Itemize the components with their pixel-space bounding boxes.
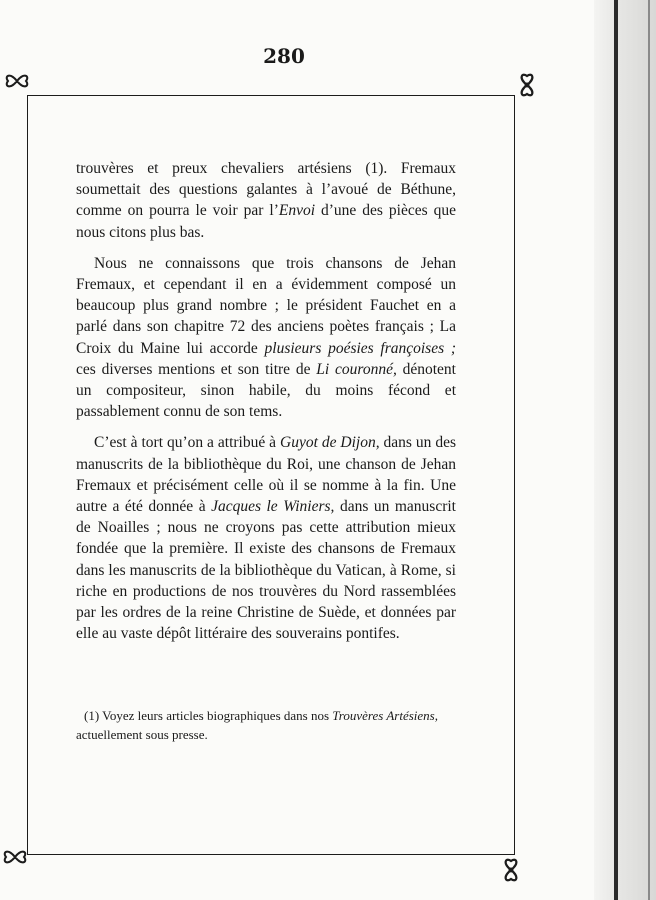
p2-text-1: Nous ne connaissons que trois chansons de Jehan Fremaux, et cependant il en a évidemment composé un beaucoup plus grand nombre ; le président Fauchet en a parlé dans son chapitre 72 des anciens poètes français ; La Croix du Maine lui accorde bbox=[76, 254, 456, 357]
p2-text-2: ces diverses mentions et son titre de bbox=[76, 360, 317, 378]
footnote-italic: Trouvères Artésiens, bbox=[332, 708, 438, 723]
spine-outer-line bbox=[648, 0, 650, 900]
paragraph-1 bbox=[76, 158, 456, 243]
p3-text-1: C’est à tort qu’on a attribué à bbox=[94, 434, 280, 452]
p2-italic-1: plusieurs poésies françoises ; bbox=[264, 339, 456, 357]
spine-edge-line bbox=[614, 0, 618, 900]
book-spine bbox=[594, 0, 656, 900]
p3-text-2: dans un des manuscrits de la bibliothèque du Roi, une chanson de Jehan Fremaux et précisément celle où il se nomme à la fin. Une autre a été donnée à bbox=[76, 434, 456, 516]
page-number: 280 bbox=[263, 44, 305, 68]
p3-text-3: dans un manuscrit de Noailles ; nous ne croyons pas cette attribution mieux fondée que la première. Il existe des chansons de Fremaux dans les manuscrits de la bibliothèque du Vatican, à Rome, si riche en productions de nos trouvères du Nord rassemblées par les ordres de la reine Christine de Suède, et données par elle au vaste dépôt littéraire des souverains pontifes. bbox=[76, 498, 456, 643]
p1-text-1: trouvères et preux chevaliers artésiens (1). Fremaux soumettait des questions galantes à l’avoué de Béthune, comme on pourra le voir par l’ bbox=[76, 160, 456, 220]
corner-ornament-bottom-left-icon bbox=[0, 842, 30, 872]
p2-italic-2: Li couronné, bbox=[316, 360, 397, 378]
p3-italic-2: Jacques le Winiers, bbox=[211, 498, 335, 516]
body-text bbox=[76, 158, 456, 654]
corner-ornament-bottom-right-icon bbox=[496, 855, 526, 885]
p1-text-2: d’une des pièces que nous citons plus bas. bbox=[76, 202, 456, 241]
paragraph-2 bbox=[76, 253, 456, 423]
footnote-text-1: (1) Voyez leurs articles biographiques dans nos bbox=[84, 708, 333, 723]
p2-text-3: dénotent un compositeur, sinon habile, du moins fécond et passablement connu de son tems. bbox=[76, 360, 456, 421]
p3-italic-1: Guyot de Dijon, bbox=[280, 434, 380, 452]
paragraph-3 bbox=[76, 432, 456, 644]
footnote bbox=[76, 706, 466, 744]
corner-ornament-top-right-icon bbox=[512, 70, 542, 100]
p1-italic-envoi: Envoi bbox=[278, 202, 316, 220]
corner-ornament-top-left-icon bbox=[2, 66, 32, 96]
footnote-text-2: actuellement sous presse. bbox=[76, 727, 208, 742]
